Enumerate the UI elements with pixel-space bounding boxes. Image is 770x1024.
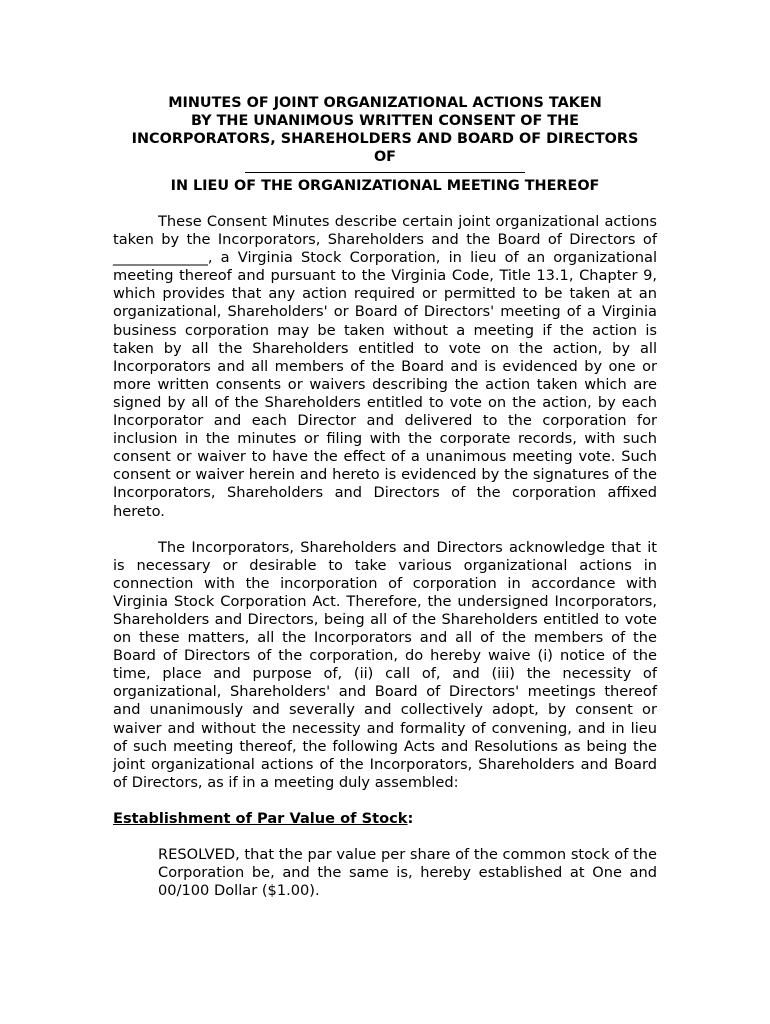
section-heading-text: Establishment of Par Value of Stock <box>113 809 408 827</box>
title-line-3: INCORPORATORS, SHAREHOLDERS AND BOARD OF DIRECTORS <box>131 131 639 147</box>
resolution-par-value: RESOLVED, that the par value per share of the common stock of the Corporation be, and the same is, hereby established at One and 00/100 Dollar ($1.00). <box>158 846 657 900</box>
company-name-blank <box>245 172 525 173</box>
title-line-4: OF <box>373 149 397 165</box>
paragraph-acknowledgement: The Incorporators, Shareholders and Directors acknowledge that it is necessary or desirable to take various organizational actions in connection with the incorporation of corporation in accordance with Virginia Stock Corporation Act. Therefore, the undersigned Incorporators, Shareholders and Directors, being all of the Shareholders entitled to vote on these matters, all the Incorporators and all of the members of the Board of Directors of the corporation, do hereby waive (i) notice of the time, place and purpose of, (ii) call of, and (iii) the necessity of organizational, Shareholders' and Board of Directors' meetings thereof and unanimously and severally and collectively adopt, by consent or waiver and without the necessity and formality of convening, and in lieu of such meeting thereof, the following Acts and Resolutions as being the joint organizational actions of the Incorporators, Shareholders and Board of Directors, as if in a meeting duly assembled: <box>113 538 657 791</box>
section-heading-colon: : <box>407 809 414 827</box>
title-line-2: BY THE UNANIMOUS WRITTEN CONSENT OF THE <box>190 113 579 129</box>
document-title <box>113 94 657 166</box>
title-line-1: MINUTES OF JOINT ORGANIZATIONAL ACTIONS TAKEN <box>168 95 602 111</box>
section-heading <box>113 810 657 828</box>
paragraph-consent-minutes: These Consent Minutes describe certain joint organizational actions taken by the Incorporators, Shareholders and the Board of Directors of _____________, a Virginia Stock Corporation, in lieu of an organizational meeting thereof and pursuant to the Virginia Code, Title 13.1, Chapter 9, which provides that any action required or permitted to be taken at an organizational, Shareholders' or Board of Directors' meeting of a Virginia business corporation may be taken without a meeting if the action is taken by all the Shareholders entitled to vote on the action, by all Incorporators and all members of the Board and is evidenced by one or more written consents or waivers describing the action taken which are signed by all of the Shareholders entitled to vote on the action, by each Incorporator and each Director and delivered to the corporation for inclusion in the minutes or filing with the corporate records, with such consent or waiver to have the effect of a unanimous meeting vote. Such consent or waiver herein and hereto is evidenced by the signatures of the Incorporators, Shareholders and Directors of the corporation affixed hereto. <box>113 213 657 520</box>
document-page <box>113 94 657 900</box>
document-subtitle: IN LIEU OF THE ORGANIZATIONAL MEETING THEREOF <box>170 178 600 194</box>
